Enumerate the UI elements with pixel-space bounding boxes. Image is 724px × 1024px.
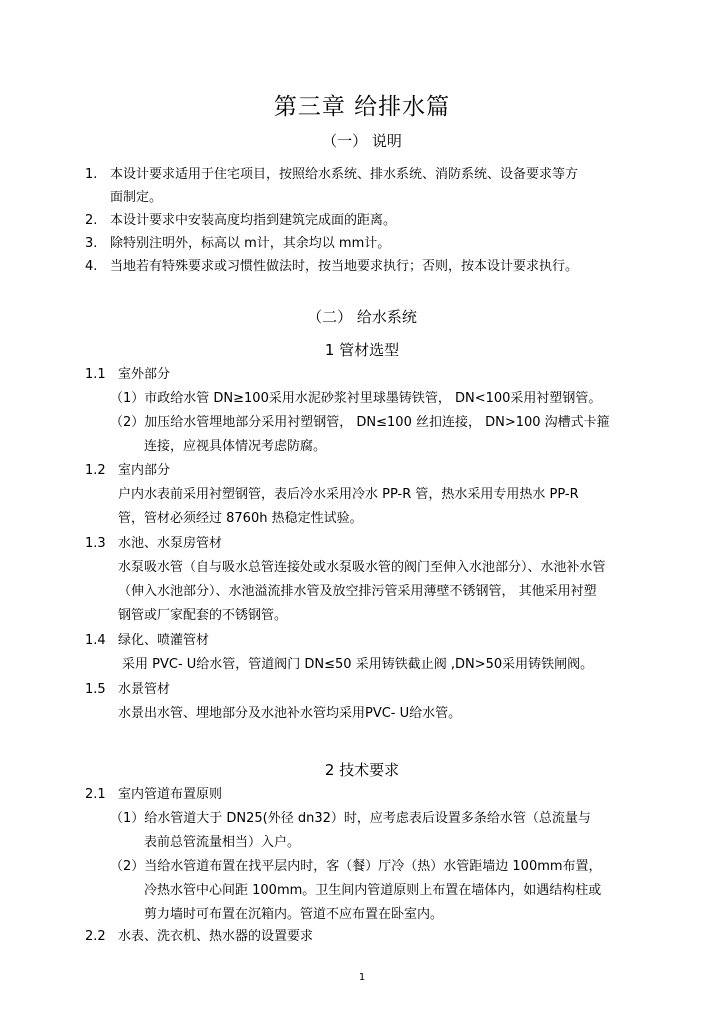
clause-text: 表前总管流量相当）入户。 bbox=[144, 835, 301, 850]
clause-text: 连接，应视具体情况考虑防腐。 bbox=[144, 439, 327, 454]
item-number: 3. bbox=[85, 236, 98, 251]
item-text: 本设计要求适用于住宅项目，按照给水系统、排水系统、消防系统、设备要求等方 bbox=[110, 167, 579, 182]
clause-title: 水景管材 bbox=[118, 682, 171, 697]
clause-text: 管，管材必须经过 8760h 热稳定性试验。 bbox=[118, 511, 363, 526]
clause-title: 室内管道布置原则 bbox=[118, 787, 223, 802]
item-text: 本设计要求中安装高度均指到建筑完成面的距离。 bbox=[110, 213, 397, 228]
clause-title: 室内部分 bbox=[118, 463, 171, 478]
clause-text: 采用 PVC- U给水管，管道阀门 DN≤50 采用铸铁截止阀 ,DN>50采用铸铁闸阀。 bbox=[122, 657, 594, 672]
clause-number: 1.1 bbox=[85, 367, 106, 382]
clause-number: 1.4 bbox=[85, 633, 106, 648]
clause-text: 钢管或厂家配套的不锈钢管。 bbox=[118, 608, 288, 623]
clause-text: 水景出水管、埋地部分及水池补水管均采用PVC- U给水管。 bbox=[118, 706, 462, 721]
clause-title: 水池、水泵房管材 bbox=[118, 536, 223, 551]
subsection-heading-technical-requirements: 2 技术要求 bbox=[324, 761, 400, 779]
item-text: 除特别注明外，标高以 m计，其余均以 mm计。 bbox=[110, 236, 391, 251]
page-number: 1 bbox=[358, 972, 366, 983]
clause-text: 剪力墙时可布置在沉箱内。管道不应布置在卧室内。 bbox=[144, 907, 444, 922]
section-heading-water-supply: （二） 给水系统 bbox=[307, 308, 417, 326]
item-number: 4. bbox=[85, 259, 98, 274]
clause-number: 1.5 bbox=[85, 682, 106, 697]
clause-title: 绿化、喷灌管材 bbox=[118, 633, 210, 648]
item-text: 面制定。 bbox=[110, 190, 163, 205]
clause-text: 冷热水管中心间距 100mm。卫生间内管道原则上布置在墙体内，如遇结构柱或 bbox=[144, 883, 602, 898]
clause-text: 水泵吸水管（自与吸水总管连接处或水泵吸水管的阀门至伸入水池部分）、水池补水管 bbox=[118, 560, 606, 575]
clause-number: 2.1 bbox=[85, 787, 106, 802]
section-heading-description: （一） 说明 bbox=[322, 132, 402, 150]
clause-text: （1）给水管道大于 DN25(外径 dn32）时，应考虑表后设置多条给水管（总流量与 bbox=[110, 811, 591, 826]
clause-title: 室外部分 bbox=[118, 367, 171, 382]
clause-text: 户内水表前采用衬塑钢管，表后冷水采用冷水 PP-R 管，热水采用专用热水 PP-R bbox=[118, 487, 579, 502]
clause-text: （伸入水池部分）、水池溢流排水管及放空排污管采用薄壁不锈钢管， 其他采用衬塑 bbox=[118, 584, 597, 599]
chapter-title: 第三章 给排水篇 bbox=[273, 94, 451, 120]
clause-text: （1）市政给水管 DN≥100采用水泥砂浆衬里球墨铸铁管， DN<100采用衬塑钢管。 bbox=[110, 391, 602, 406]
clause-number: 1.3 bbox=[85, 536, 106, 551]
clause-title: 水表、洗衣机、热水器的设置要求 bbox=[118, 929, 314, 944]
item-text: 当地若有特殊要求或习惯性做法时，按当地要求执行；否则，按本设计要求执行。 bbox=[110, 259, 579, 274]
item-number: 1. bbox=[85, 167, 98, 182]
clause-number: 1.2 bbox=[85, 463, 106, 478]
clause-text: （2）当给水管道布置在找平层内时，客（餐）厅冷（热）水管距墙边 100mm布置， bbox=[110, 859, 602, 874]
clause-number: 2.2 bbox=[85, 929, 106, 944]
subsection-heading-pipe-selection: 1 管材选型 bbox=[324, 341, 400, 359]
clause-text: （2）加压给水管埋地部分采用衬塑钢管， DN≤100 丝扣连接， DN>100 沟槽式卡箍 bbox=[110, 415, 610, 430]
item-number: 2. bbox=[85, 213, 98, 228]
